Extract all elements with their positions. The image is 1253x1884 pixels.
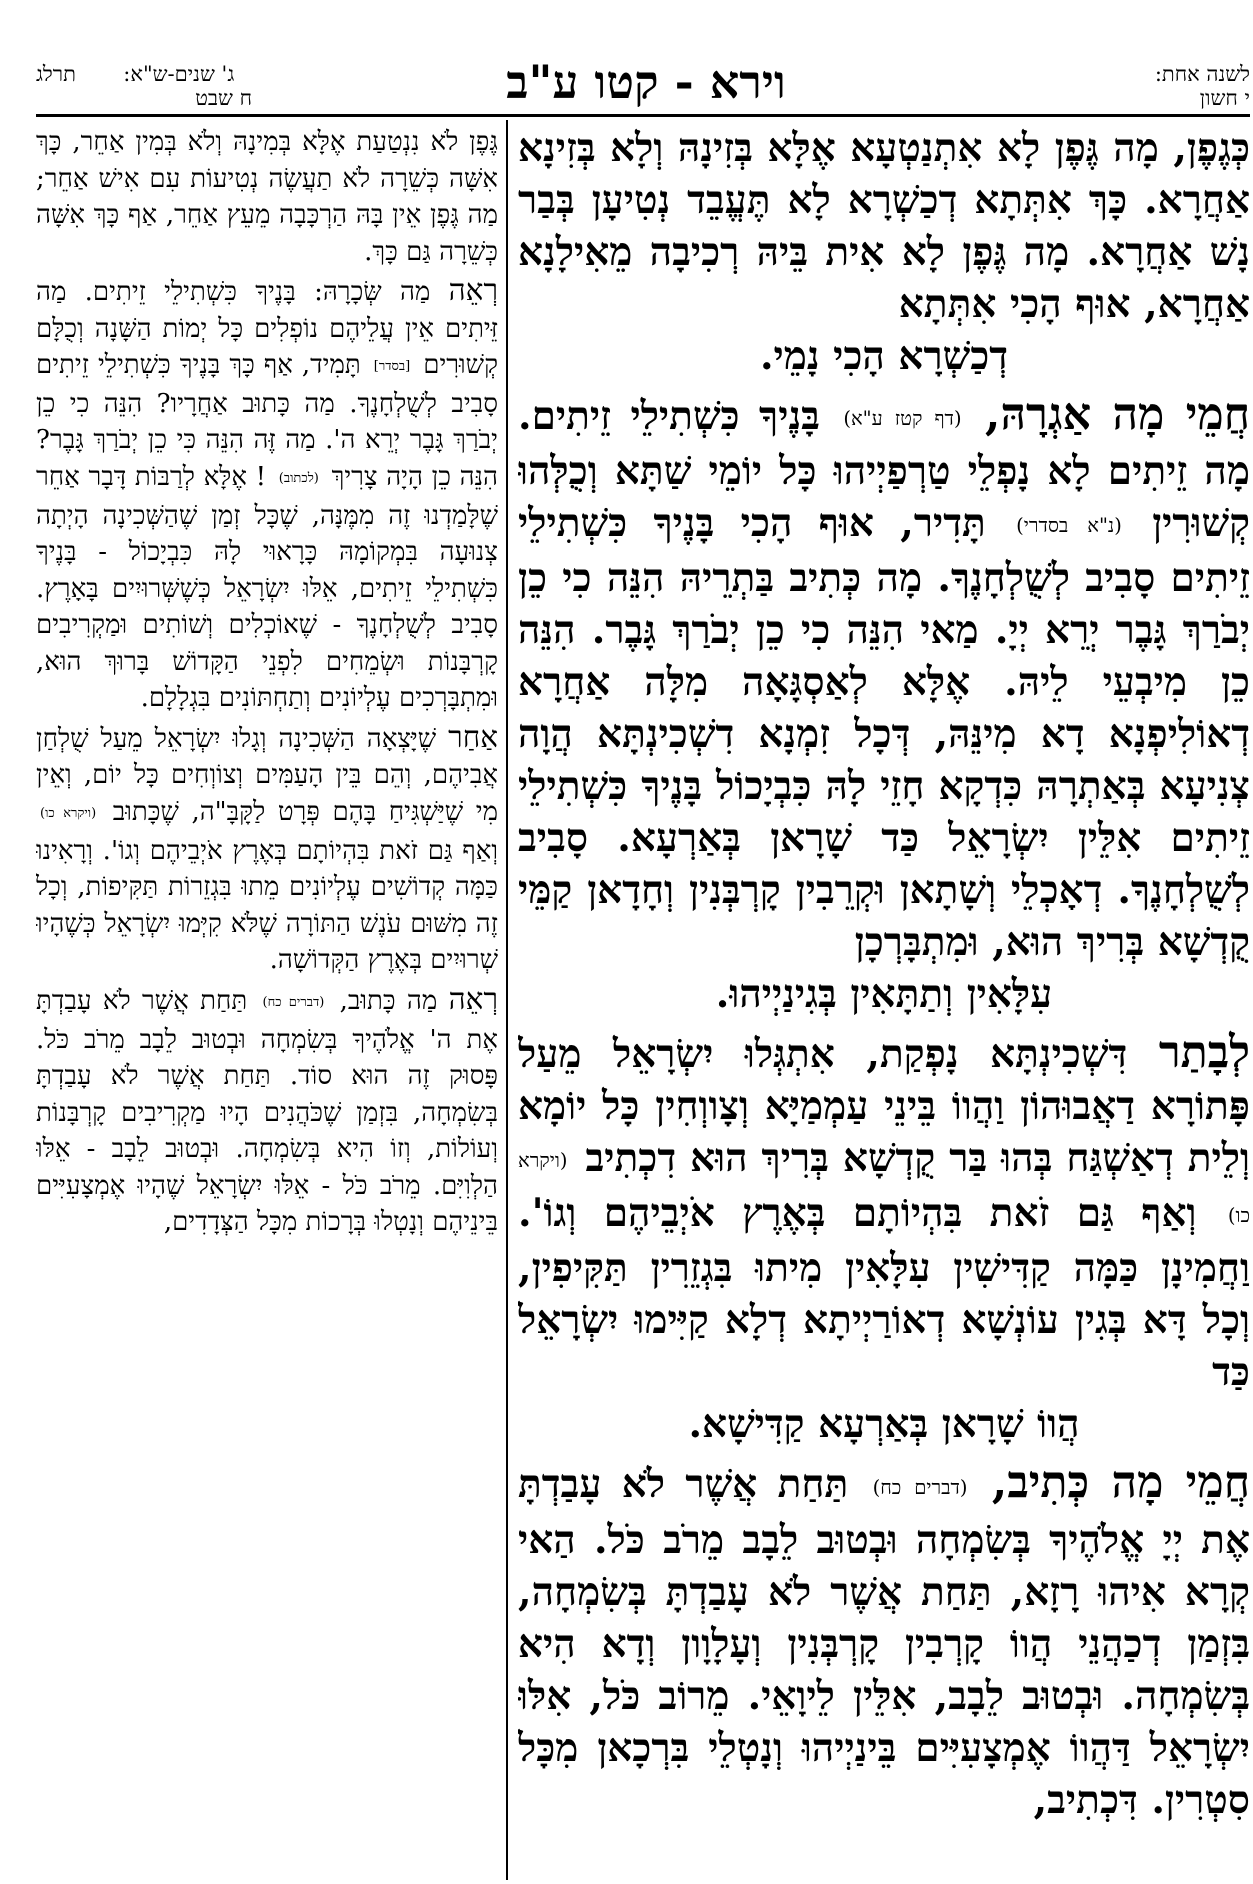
translation-text: מַה שְּׂכָרָהּ: בָּנֶיךָ כִּשְׁתִילֵי זֵיתִים. מַה זֵּיתִים אֵין עֲלֵיהֶם נוֹפְלִים כָּל יְמוֹת הַשָּׁנָה וְכֻלָּם קְשׁוּרִים — [36, 277, 498, 380]
page-header — [36, 40, 1250, 114]
main-text: וְאַף גַּם זֹאת בִּהְיוֹתָם בְּאֶרֶץ אֹיְבֵיהֶם וְגוֹ'. וַחֲמִינָן כַּמָּה קַדִּישִׁין עִלָּאִין מִיתוּ בִּגְזֵרִין תַּקִּיפִין, וְכָל דָּא בְּגִין עוֹנְשָׁא דְאוֹרַיְיתָא דְלָא קַיִּימוּ יִשְׂרָאֵל כַּד — [518, 1190, 1250, 1396]
translation-paragraph — [36, 124, 498, 270]
paragraph-lead-word: לְבָתַר — [1158, 1026, 1250, 1079]
main-text: הֲווֹ שָׁרָאן בְּאַרְעָא קַדִּישָׁא. — [688, 1401, 1080, 1448]
translation-text: גֶּפֶן לֹא נִנְטַעַת אֶלָּא בְּמִינָהּ וְלֹא בְּמִין אַחֵר, כָּךְ אִשָּׁה כְּשֵׁרָה לֹא תַעֲשֶׂה נְטִיעוֹת עִם אִישׁ אַחֵר; מַה גֶּפֶן אֵין בָּהּ הַרְכָּבָה מֵעֵץ אַחֵר, אַף כָּךְ אִשָּׁה כְּשֵׁרָה גַּם כָּךְ. — [36, 127, 498, 267]
source-reference: (דברים כח) — [872, 1475, 968, 1499]
main-text: תַּחַת אֲשֶׁר לֹא עָבַדְתָּ אֶת יְיָ אֱלֹהֶיךָ בְּשִׂמְחָה וּבְטוּב לֵבָב מֵרֹב כֹּל. הַאי קְרָא אִיהוּ רָזָא, תַּחַת אֲשֶׁר לֹא עָבַדְתָּ בְּשִׂמְחָה, בִּזְמַן דְכַהֲנֵי הֲווֹ קָרְבִין קָרְבְּנִין וְעָלָוָון וְדָא הִיא בְּשִׂמְחָה. וּבְטוּב לֵבָב, אִלֵּין לֵיוָאֵי. מֵרוֹב כֹּל, אִלּוּ יִשְׂרָאֵל דַּהֲווֹ אֶמְצָעִיִּים בֵּינַיְיהוּ וְנָטְלֵי בִּרְכָאן מִכָּל סִטְרִין. דִּכְתִיב, — [518, 1461, 1250, 1823]
source-reference: (דף קטז ע"א) — [843, 407, 962, 431]
main-text: כְּגֶפֶן, מָה גֶּפֶן לָא אִתְנַטְעָא אֶלָּא בְּזִינָהּ וְלָא בְּזִינָא אַחֲרָא. כָּךְ אִתְּתָא דְכַשְׁרָא לָא תֶּעֱבֵד נְטִיעָן בְּבַר נָשׁ אַחֲרָא. מָה גֶּפֶן לָא אִית בֵּיהּ רְכִיבָה מֵאִילָנָא אַחֲרָא, אוּף הָכִי אִתְּתָא — [518, 125, 1250, 327]
translation-paragraph — [36, 981, 498, 1241]
translation-text: תַּחַת אֲשֶׁר לֹא עָבַדְתָּ אֶת ה' אֱלֹהֶיךָ בְּשִׂמְחָה וּבְטוּב לֵבָב מֵרֹב כֹּל. פָּסוּק זֶה הוּא סוֹד. תַּחַת אֲשֶׁר לֹא עָבַדְתָּ בְּשִׂמְחָה, בִּזְמַן שֶׁכֹּהֲנִים הָיוּ מַקְרִיבִים קָרְבָּנוֹת וְעוֹלוֹת, וְזוֹ הִיא בְּשִׂמְחָה. וּבְטוּב לֵבָב - אֵלּוּ הַלְוִיִּם. מֵרֹב כֹּל - אֵלּוּ יִשְׂרָאֵל שֶׁהָיוּ אֶמְצָעִיִּים בֵּינֵיהֶם וְנָטְלוּ בְּרָכוֹת מִכָּל הַצְּדָדִים, — [36, 985, 498, 1238]
main-text: דְכַשְׁרָא הָכִי נָמֵי. — [759, 333, 1009, 379]
translation-paragraph — [36, 272, 498, 717]
main-paragraph — [518, 1026, 1250, 1450]
translation-text: וְאַף גַּם זֹאת בִּהְיוֹתָם בְּאֶרֶץ אֹיְבֵיהֶם וְגוֹ'. וְרָאִינוּ כַּמָּה קְדוֹשִׁים עֶלְיוֹנִים מֵתוּ בִּגְזֵרוֹת תַּקִּיפוֹת, וְכָל זֶה מִשּׁוּם עֹנֶשׁ הַתּוֹרָה שֶׁלֹּא קִיְּמוּ יִשְׂרָאֵל כְּשֶׁהָיוּ שְׁרוּיִים בְּאֶרֶץ הַקְּדוֹשָׁה. — [36, 835, 498, 976]
translation-text: מַה כָּתוּב, — [339, 985, 438, 1016]
header-rule — [36, 114, 1250, 117]
translation-column — [36, 124, 498, 1872]
source-reference: (לכתוב) — [278, 471, 319, 487]
source-reference: (דברים כח) — [262, 995, 325, 1011]
main-text-column — [518, 122, 1250, 1872]
source-reference: (ויקרא כו) — [40, 806, 97, 822]
main-paragraph — [518, 1456, 1250, 1825]
paragraph-lead-word: רְאֵה — [448, 272, 498, 307]
translation-text: ! אֶלָּא לְרַבּוֹת דָּבָר אַחֵר שֶׁלָּמַדְנוּ זֶה מִמֶּנָּה, שֶׁכָּל זְמַן שֶׁהַשְּׁכִינָה הָיְתָה צְנוּעָה בִּמְקוֹמָהּ כָּרָאוּי לָהּ כִּבְיָכוֹל - בָּנֶיךָ כִּשְׁתִילֵי זֵיתִים, אֵלּוּ יִשְׂרָאֵל כְּשֶׁשְּׁרוּיִים בָּאָרֶץ. סָבִיב לְשֻׁלְחָנֶךָ - שֶׁאוֹכְלִים וְשׁוֹתִים וּמַקְרִיבִים קָרְבָּנוֹת וּשְׂמֵחִים לִפְנֵי הַקָּדוֹשׁ בָּרוּךְ הוּא, וּמִתְבָּרְכִים עֶלְיוֹנִים וְתַחְתּוֹנִים בִּגְלָלָם. — [36, 461, 498, 714]
source-reference: [בסדר] — [373, 359, 411, 375]
main-text: תָּדִיר, אוּף הָכִי בָּנֶיךָ כִּשְׁתִילֵי זֵיתִים סָבִיב לְשֻׁלְחָנֶךָ. מָה כְּתִיב בַּתְרֵיהּ הִנֵּה כִי כֵן יְבֹרַךְ גָּבֶר יְרֵא יְיָ. מַאי הִנֵּה כִי כֵן יְבֹרַךְ גָּבֶר. הִנֵּה כֵן מִיבְעֵי לֵיהּ. אֶלָּא לְאַסְגָּאָה מִלָּה אַחֲרָא דְאוֹלִיפְנָא דָא מִינֵּהּ, דְּכָל זִמְנָא דִשְׁכִינְתָּא הֲוָה צְנִיעָא בְּאַתְרָהּ כִּדְקָא חָזֵי לָהּ כִּבְיָכוֹל בָּנֶיךָ כִּשְׁתִילֵי זֵיתִים אִלֵּין יִשְׂרָאֵל כַּד שָׁרָאן בְּאַרְעָא. סָבִיב לְשֻׁלְחָנֶךָ. דְאָכְלֵי וְשָׁתָאן וּקְרֵבִין קָרְבְּנִין וְחָדָאן קַמֵּי קֻדְשָׁא בְּרִיךְ הוּא, וּמִתְבָּרְכָן — [518, 500, 1250, 966]
main-paragraph — [518, 122, 1250, 382]
three-year-schedule — [36, 62, 256, 110]
paragraph-lead-word: חֲמֵי מָה אַגְרָהּ, — [985, 388, 1250, 440]
one-year-date: י חשון — [1199, 86, 1250, 110]
page-title: וירא - קטו ע"ב — [506, 55, 786, 109]
column-divider — [506, 120, 508, 1880]
paragraph-lead-word: חֲמֵי מָה כְּתִיב, — [991, 1456, 1250, 1509]
source-reference: (ויקרא כו) — [518, 1149, 1250, 1228]
main-text: דִּשְׁכִינְתָּא נָפְקַת, אִתְגְּלוּ יִשְׂרָאֵל מֵעַל פָּתוֹרָא דַאֲבוּהוֹן וַהֲווֹ בֵּינֵי עַמְמַיָּא וְצָווְחִין כָּל יוֹמָא וְלֵית דְאַשְׁגַּח בְּהוּ בַּר קֻדְשָׁא בְּרִיךְ הוּא דִכְתִיב — [518, 1031, 1250, 1182]
translation-text: תָּמִיד, אַף כָּךְ בָּנֶיךָ כִּשְׁתִילֵי זֵיתִים סָבִיב לְשֻׁלְחָנֶךָ. מַה כָּתוּב אַחֲרָיו? הִנֵּה כִי כֵן יְבֹרַךְ גָּבֶר יְרֵא ה'. מַה זֶּה הִנֵּה כִּי כֵן יְבֹרַךְ גָּבֶר? הִנֵּה כֵן הָיָה צָרִיךְ — [36, 350, 498, 492]
one-year-schedule — [1030, 62, 1250, 110]
one-year-label: לשנה אחת: — [1154, 62, 1250, 86]
paragraph-lead-word: רְאֵה — [448, 980, 498, 1016]
main-paragraph — [518, 388, 1250, 1020]
main-text: בָּנֶיךָ כִּשְׁתִילֵי זֵיתִים. מָה זֵיתִים לָא נָפְלֵי טַרְפַיְיהוּ כָּל יוֹמֵי שַׁתָּא וְכֻלְּהוּ קְשׁוּרִין — [518, 393, 1250, 547]
translation-text: שֶׁיָּצְאָה הַשְּׁכִינָה וְגָלוּ יִשְׂרָאֵל מֵעַל שֻׁלְחַן אֲבִיהֶם, וְהֵם בֵּין הָעַמִּים וְצוֹוְחִים כָּל יוֹם, וְאֵין מִי שֶׁיַּשְׁגִּיחַ בָּהֶם פְּרָט לַקָּבָּ"ה, שֶׁכָּתוּב — [36, 723, 498, 827]
page — [36, 40, 1250, 1875]
source-reference: (נ"א בסדרי) — [1016, 514, 1122, 538]
three-year-date: ח שבט — [195, 86, 252, 110]
paragraph-lead-word: אַחַר — [448, 718, 498, 754]
translation-paragraph — [36, 719, 498, 979]
main-text: עִלָּאִין וְתַתָּאִין בְּגִינַיְיהוּ. — [715, 971, 1053, 1018]
page-number: תרלג — [36, 62, 76, 86]
three-year-label: ג' שנים-ש"א: — [123, 62, 235, 86]
